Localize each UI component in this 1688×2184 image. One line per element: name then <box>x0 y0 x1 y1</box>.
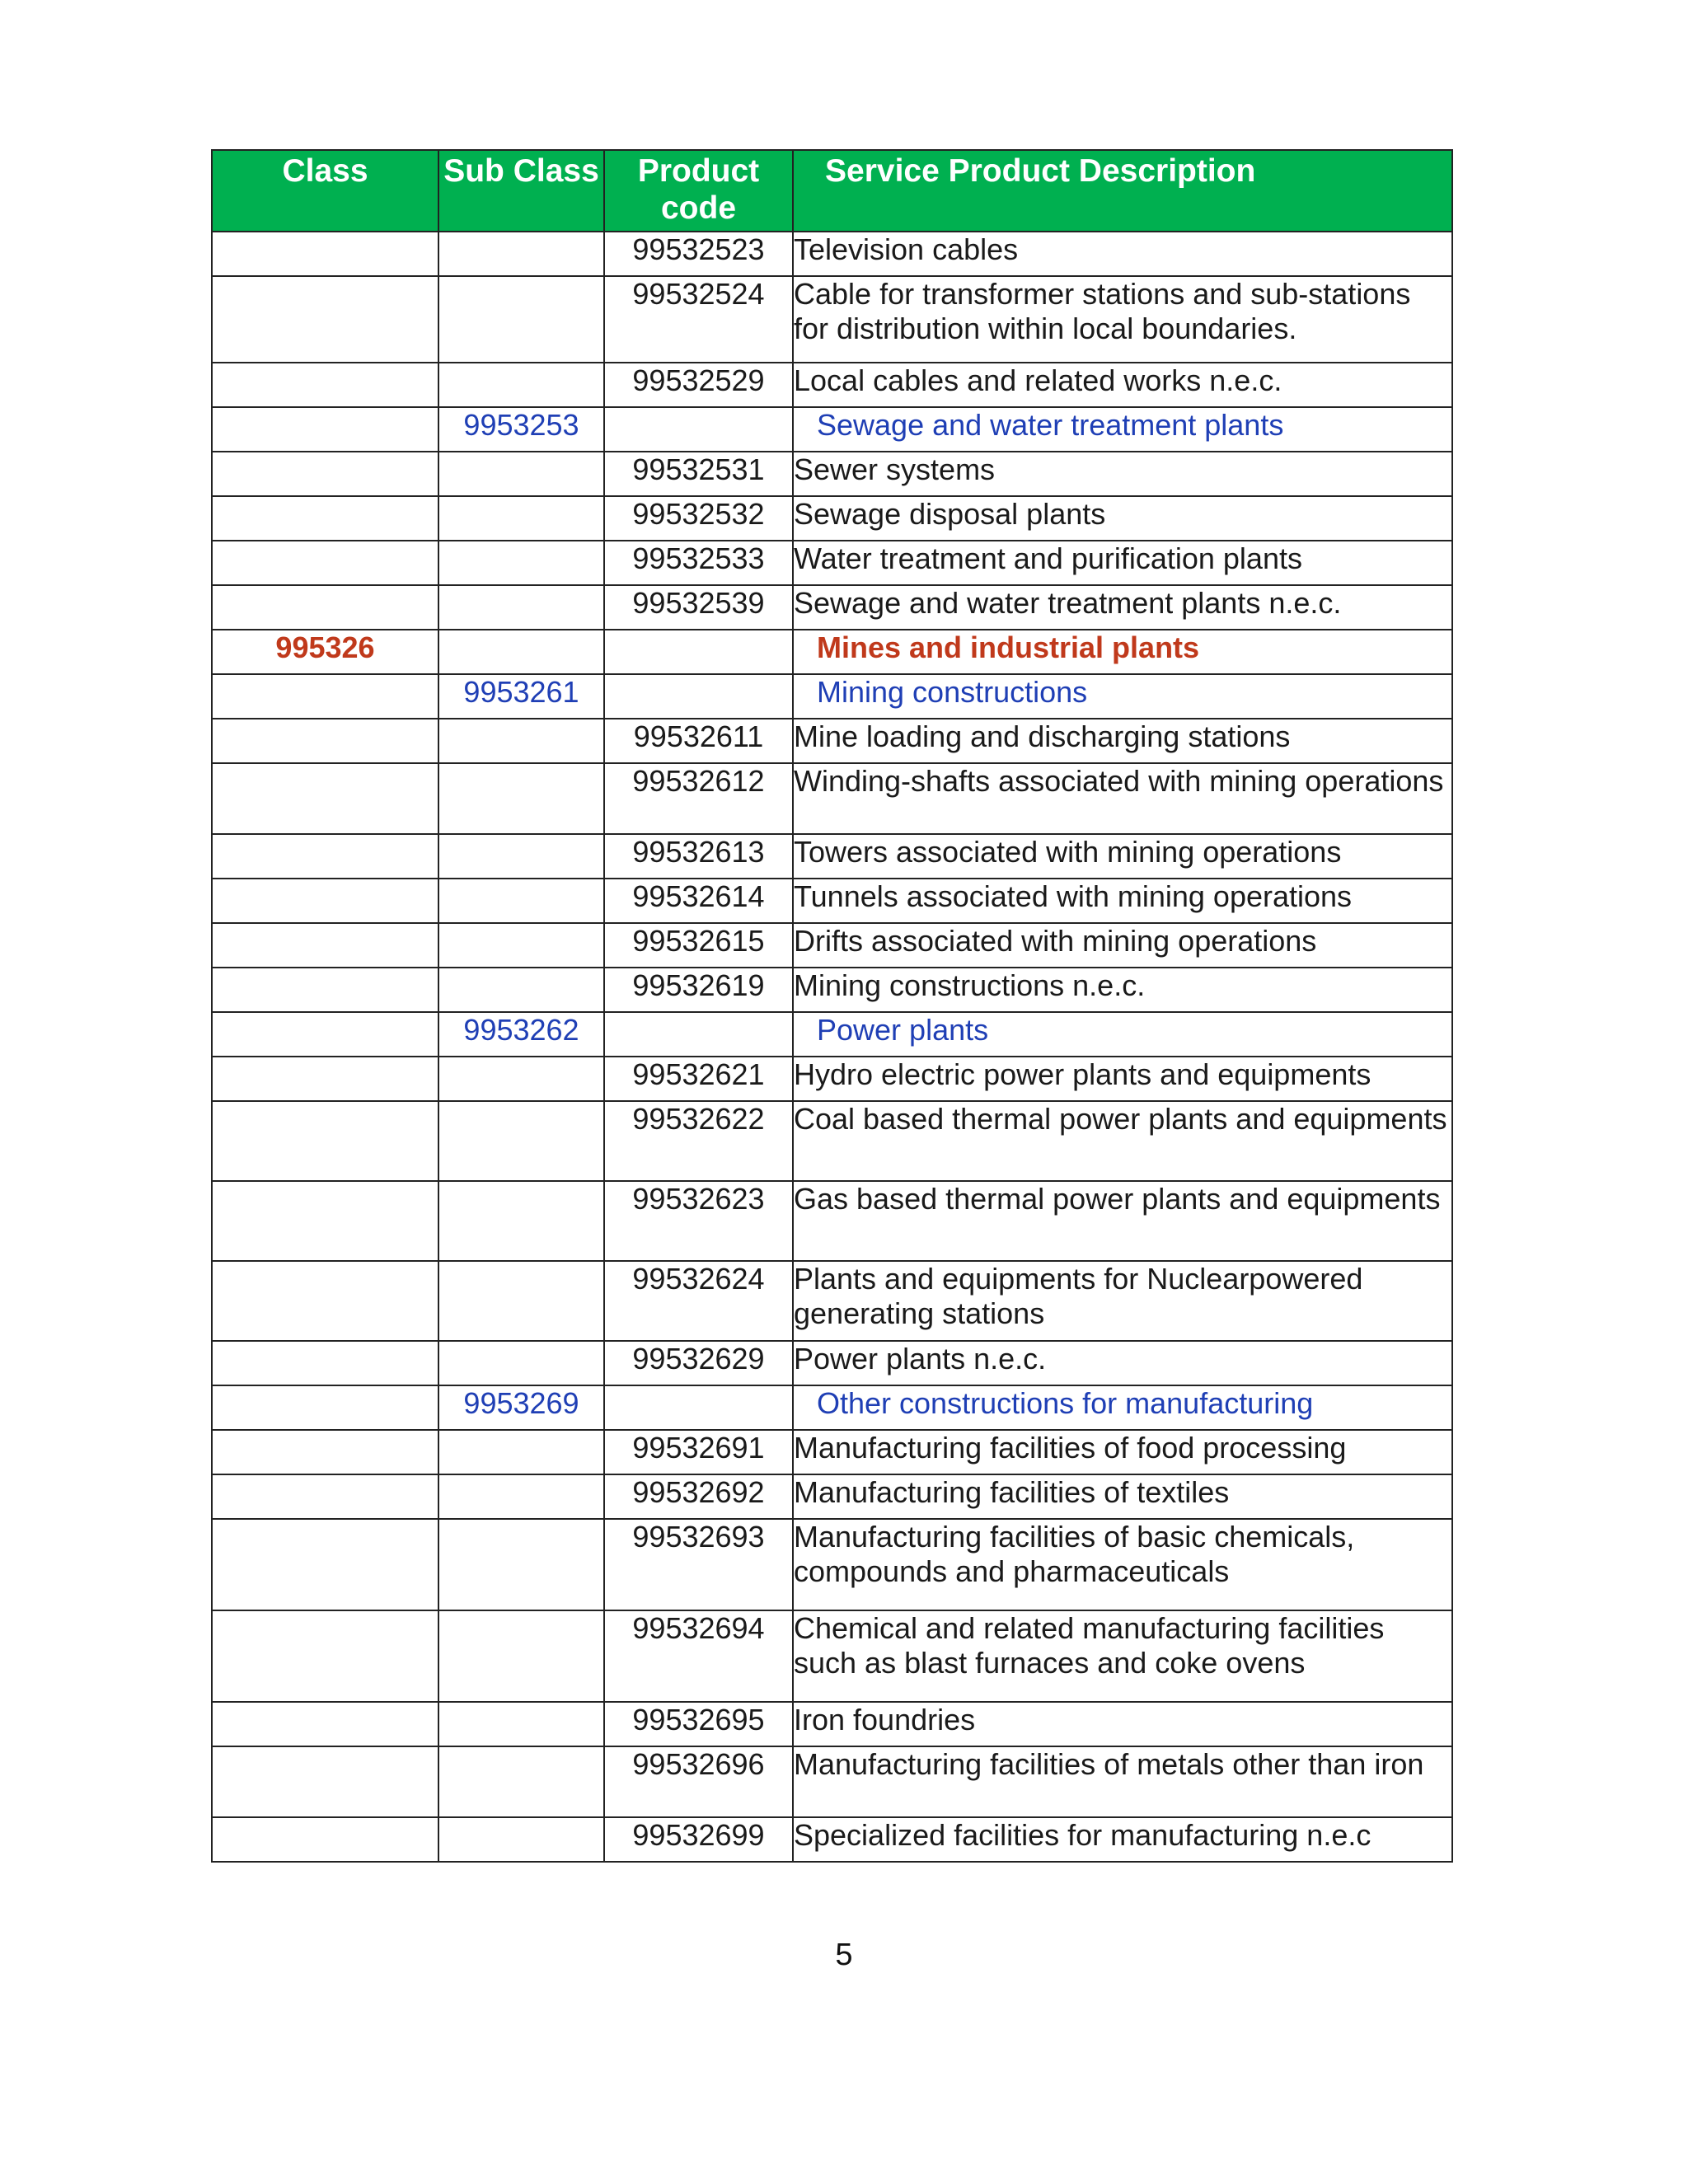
header-class: Class <box>212 150 438 232</box>
description-cell: Winding-shafts associated with mining operations <box>793 763 1452 834</box>
class-cell <box>212 719 438 763</box>
sub-class-cell <box>438 363 604 407</box>
product-code-cell: 99532622 <box>604 1101 793 1181</box>
table-row <box>212 1519 1452 1610</box>
sub-class-cell <box>438 452 604 496</box>
class-cell <box>212 1101 438 1181</box>
sub-class-cell <box>438 1057 604 1101</box>
description-cell: Specialized facilities for manufacturing n.e.c <box>793 1817 1452 1862</box>
service-code-table-container <box>211 149 1453 1863</box>
description-cell: Drifts associated with mining operations <box>793 923 1452 968</box>
sub-class-cell <box>438 1181 604 1261</box>
page-number: 5 <box>835 1938 853 1972</box>
table-body <box>212 232 1452 1862</box>
header-description: Service Product Description <box>793 150 1452 232</box>
sub-class-cell <box>438 1746 604 1817</box>
description-cell: Manufacturing facilities of food processing <box>793 1430 1452 1474</box>
sub-class-cell <box>438 1430 604 1474</box>
class-cell <box>212 1057 438 1101</box>
table-row <box>212 968 1452 1012</box>
class-cell <box>212 452 438 496</box>
class-cell <box>212 1012 438 1057</box>
description-cell: Coal based thermal power plants and equipments <box>793 1101 1452 1181</box>
description-cell: Mine loading and discharging stations <box>793 719 1452 763</box>
sub-class-cell: 9953253 <box>438 407 604 452</box>
header-sub-class: Sub Class <box>438 150 604 232</box>
table-row <box>212 1817 1452 1862</box>
table-row <box>212 1430 1452 1474</box>
class-cell <box>212 923 438 968</box>
table-row <box>212 763 1452 834</box>
product-code-cell: 99532699 <box>604 1817 793 1862</box>
sub-class-cell <box>438 1702 604 1746</box>
product-code-cell: 99532696 <box>604 1746 793 1817</box>
table-row <box>212 1702 1452 1746</box>
description-cell: Mining constructions <box>793 674 1452 719</box>
product-code-cell <box>604 1385 793 1430</box>
product-code-cell: 99532612 <box>604 763 793 834</box>
description-cell: Power plants n.e.c. <box>793 1341 1452 1385</box>
sub-class-cell <box>438 541 604 585</box>
class-cell <box>212 763 438 834</box>
table-row <box>212 1474 1452 1519</box>
product-code-cell: 99532619 <box>604 968 793 1012</box>
product-code-cell: 99532524 <box>604 276 793 363</box>
description-cell: Hydro electric power plants and equipments <box>793 1057 1452 1101</box>
table-row <box>212 276 1452 363</box>
product-code-cell <box>604 630 793 674</box>
table-row <box>212 363 1452 407</box>
sub-class-cell <box>438 1519 604 1610</box>
class-cell <box>212 968 438 1012</box>
class-cell <box>212 1261 438 1341</box>
description-cell: Mining constructions n.e.c. <box>793 968 1452 1012</box>
description-cell: Manufacturing facilities of basic chemicals, compounds and pharmaceuticals <box>793 1519 1452 1610</box>
product-code-cell: 99532611 <box>604 719 793 763</box>
table-row <box>212 496 1452 541</box>
table-row <box>212 630 1452 674</box>
class-cell <box>212 1610 438 1702</box>
sub-class-cell <box>438 1610 604 1702</box>
table-row <box>212 232 1452 276</box>
sub-class-cell <box>438 879 604 923</box>
table-row <box>212 1746 1452 1817</box>
description-cell: Sewer systems <box>793 452 1452 496</box>
class-cell <box>212 879 438 923</box>
class-cell <box>212 585 438 630</box>
class-cell <box>212 363 438 407</box>
sub-class-cell <box>438 834 604 879</box>
description-cell: Manufacturing facilities of textiles <box>793 1474 1452 1519</box>
table-row <box>212 1057 1452 1101</box>
class-cell <box>212 1474 438 1519</box>
description-cell: Sewage disposal plants <box>793 496 1452 541</box>
class-cell <box>212 541 438 585</box>
table-row <box>212 1181 1452 1261</box>
class-cell: 995326 <box>212 630 438 674</box>
table-row <box>212 541 1452 585</box>
description-cell: Gas based thermal power plants and equipments <box>793 1181 1452 1261</box>
product-code-cell: 99532623 <box>604 1181 793 1261</box>
sub-class-cell <box>438 232 604 276</box>
product-code-cell: 99532613 <box>604 834 793 879</box>
sub-class-cell <box>438 585 604 630</box>
sub-class-cell <box>438 1341 604 1385</box>
product-code-cell: 99532621 <box>604 1057 793 1101</box>
product-code-cell: 99532692 <box>604 1474 793 1519</box>
product-code-cell: 99532531 <box>604 452 793 496</box>
product-code-cell: 99532523 <box>604 232 793 276</box>
product-code-cell: 99532529 <box>604 363 793 407</box>
class-cell <box>212 834 438 879</box>
description-cell: Tunnels associated with mining operations <box>793 879 1452 923</box>
class-cell <box>212 407 438 452</box>
class-cell <box>212 1519 438 1610</box>
table-row <box>212 1261 1452 1341</box>
sub-class-cell <box>438 719 604 763</box>
class-cell <box>212 1341 438 1385</box>
table-row <box>212 879 1452 923</box>
product-code-cell: 99532615 <box>604 923 793 968</box>
service-code-table <box>211 149 1453 1863</box>
sub-class-cell: 9953262 <box>438 1012 604 1057</box>
table-row <box>212 1012 1452 1057</box>
header-row <box>212 150 1452 232</box>
class-cell <box>212 1430 438 1474</box>
description-cell: Water treatment and purification plants <box>793 541 1452 585</box>
product-code-cell <box>604 407 793 452</box>
description-cell: Other constructions for manufacturing <box>793 1385 1452 1430</box>
description-cell: Towers associated with mining operations <box>793 834 1452 879</box>
description-cell: Manufacturing facilities of metals other than iron <box>793 1746 1452 1817</box>
description-cell: Television cables <box>793 232 1452 276</box>
description-cell: Power plants <box>793 1012 1452 1057</box>
sub-class-cell <box>438 630 604 674</box>
sub-class-cell <box>438 923 604 968</box>
table-row <box>212 1385 1452 1430</box>
table-row <box>212 407 1452 452</box>
class-cell <box>212 1746 438 1817</box>
table-row <box>212 834 1452 879</box>
sub-class-cell: 9953261 <box>438 674 604 719</box>
description-cell: Iron foundries <box>793 1702 1452 1746</box>
class-cell <box>212 276 438 363</box>
sub-class-cell <box>438 763 604 834</box>
description-cell: Chemical and related manufacturing facilities such as blast furnaces and coke ovens <box>793 1610 1452 1702</box>
description-cell: Local cables and related works n.e.c. <box>793 363 1452 407</box>
table-row <box>212 923 1452 968</box>
product-code-cell: 99532695 <box>604 1702 793 1746</box>
header-product-code: Product code <box>604 150 793 232</box>
description-cell: Mines and industrial plants <box>793 630 1452 674</box>
sub-class-cell <box>438 276 604 363</box>
sub-class-cell <box>438 1101 604 1181</box>
sub-class-cell <box>438 968 604 1012</box>
product-code-cell: 99532694 <box>604 1610 793 1702</box>
table-row <box>212 674 1452 719</box>
class-cell <box>212 1702 438 1746</box>
class-cell <box>212 496 438 541</box>
sub-class-cell <box>438 1261 604 1341</box>
class-cell <box>212 674 438 719</box>
description-cell: Plants and equipments for Nuclearpowered generating stations <box>793 1261 1452 1341</box>
product-code-cell: 99532614 <box>604 879 793 923</box>
product-code-cell: 99532691 <box>604 1430 793 1474</box>
product-code-cell: 99532539 <box>604 585 793 630</box>
table-row <box>212 1610 1452 1702</box>
sub-class-cell <box>438 1817 604 1862</box>
table-row <box>212 719 1452 763</box>
table-header <box>212 150 1452 232</box>
class-cell <box>212 1385 438 1430</box>
sub-class-cell <box>438 1474 604 1519</box>
product-code-cell: 99532533 <box>604 541 793 585</box>
sub-class-cell <box>438 496 604 541</box>
table-row <box>212 452 1452 496</box>
product-code-cell <box>604 1012 793 1057</box>
sub-class-cell: 9953269 <box>438 1385 604 1430</box>
product-code-cell: 99532629 <box>604 1341 793 1385</box>
table-row <box>212 585 1452 630</box>
class-cell <box>212 1817 438 1862</box>
description-cell: Sewage and water treatment plants n.e.c. <box>793 585 1452 630</box>
class-cell <box>212 232 438 276</box>
description-cell: Cable for transformer stations and sub-stations for distribution within local boundaries. <box>793 276 1452 363</box>
class-cell <box>212 1181 438 1261</box>
description-cell: Sewage and water treatment plants <box>793 407 1452 452</box>
product-code-cell: 99532624 <box>604 1261 793 1341</box>
product-code-cell <box>604 674 793 719</box>
product-code-cell: 99532532 <box>604 496 793 541</box>
table-row <box>212 1341 1452 1385</box>
table-row <box>212 1101 1452 1181</box>
product-code-cell: 99532693 <box>604 1519 793 1610</box>
